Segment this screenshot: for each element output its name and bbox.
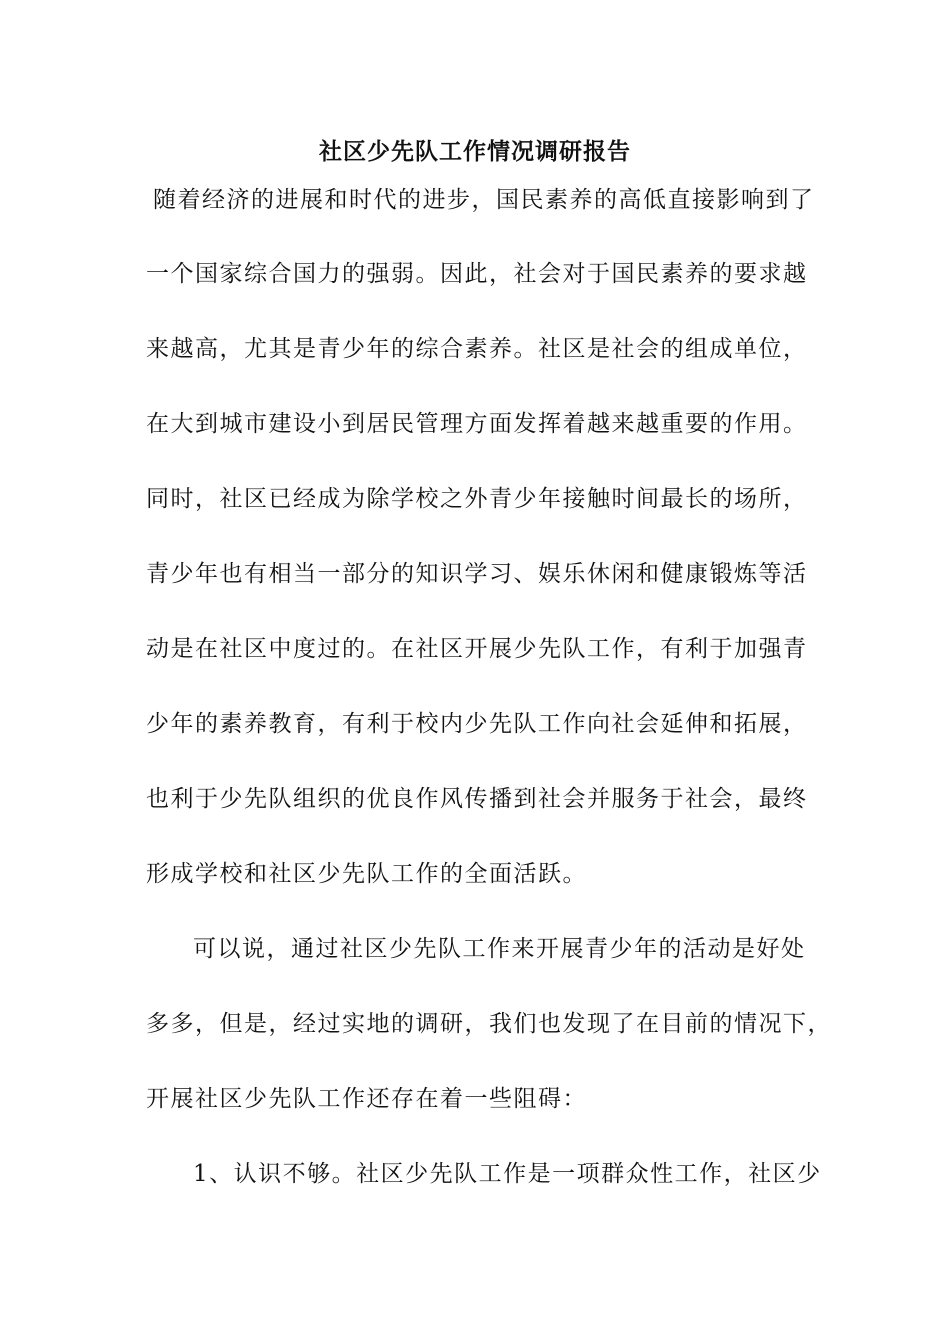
paragraph-line: 开展社区少先队工作还存在着一些阻碍： [146,1086,587,1112]
paragraph-line: 在大到城市建设小到居民管理方面发挥着越来越重要的作用。 [146,411,808,437]
paragraph-line: 随着经济的进展和时代的进步，国民素养的高低直接影响到了 [153,187,815,213]
paragraph-line: 形成学校和社区少先队工作的全面活跃。 [146,861,587,887]
paragraph-line: 少年的素养教育，有利于校内少先队工作向社会延伸和拓展， [146,711,808,737]
document-title: 社区少先队工作情况调研报告 [319,138,631,165]
paragraph-line: 一个国家综合国力的强弱。因此，社会对于国民素养的要求越 [146,261,808,287]
paragraph-line: 1、认识不够。社区少先队工作是一项群众性工作，社区少 [193,1161,822,1187]
paragraph-line: 多多，但是，经过实地的调研，我们也发现了在目前的情况下， [146,1011,832,1037]
paragraph-line: 来越高，尤其是青少年的综合素养。社区是社会的组成单位， [146,336,808,362]
paragraph-line: 可以说，通过社区少先队工作来开展青少年的活动是好处 [193,936,806,962]
paragraph-line: 动是在社区中度过的。在社区开展少先队工作，有利于加强青 [146,636,808,662]
paragraph-line: 也利于少先队组织的优良作风传播到社会并服务于社会，最终 [146,786,808,812]
paragraph-line: 同时，社区已经成为除学校之外青少年接触时间最长的场所， [146,486,808,512]
paragraph-line: 青少年也有相当一部分的知识学习、娱乐休闲和健康锻炼等活 [146,561,808,587]
